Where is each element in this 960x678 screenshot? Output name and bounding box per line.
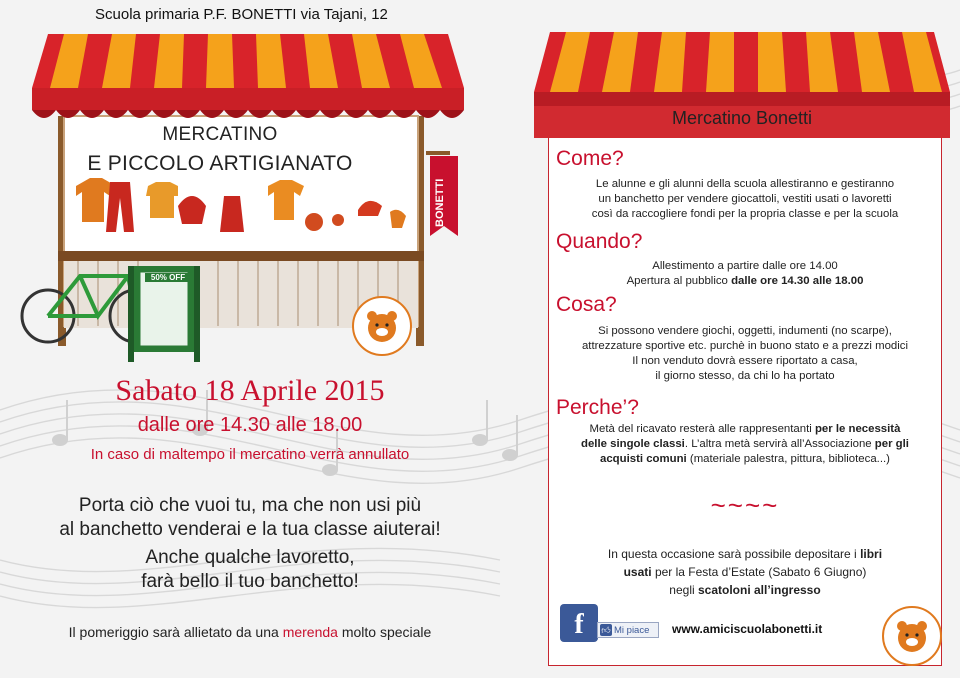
rain-note: In caso di maltempo il mercatino verrà annullato — [90, 446, 410, 463]
stall-title-line-2: E PICCOLO ARTIGIANATO — [87, 152, 353, 175]
perche-paragraph: Metà del ricavato resterà alle rappresentanti per le necessità delle singole classi. L’altra metà servirà all’Associazione per gli acquisti comuni (materiale palestra, pittura, biblioteca...) — [581, 423, 909, 465]
event-time: dalle ore 14.30 alle 18.00 — [137, 414, 363, 436]
thumbs-up-icon: 👍︎ — [601, 625, 611, 635]
bonetti-banner: BONETTI — [434, 178, 446, 228]
teddy-bear-logo-icon — [882, 606, 942, 666]
occasion-paragraph: In questa occasione sarà possibile depositare i libri usati per la Festa d’Estate (Sabato 6 Giugno) negli scatoloni all’ingresso — [607, 547, 883, 597]
like-button[interactable] — [597, 622, 659, 638]
card-title: Mercatino Bonetti — [671, 108, 813, 128]
sale-sign: 50% OFF — [145, 273, 191, 282]
teddy-bear-logo-icon — [352, 296, 412, 356]
stall-title-line-1: MERCATINO — [162, 124, 278, 145]
come-paragraph: Le alunne e gli alunni della scuola allestiranno e gestiranno un banchetto per vendere giocattoli, vestiti usati o lavoretti così da raccogliere fondi per la propria classe e per la scuola — [591, 178, 899, 220]
facebook-icon[interactable]: f — [560, 604, 598, 642]
website-link[interactable]: www.amiciscuolabonetti.it — [672, 622, 823, 636]
slogan-line-3: Anche qualche lavoretto, — [145, 547, 355, 568]
heading-cosa: Cosa? — [556, 293, 617, 316]
cosa-paragraph: Si possono vendere giochi, oggetti, indumenti (no scarpe), attrezzature sportive etc. purchè in buono stato e a prezzi modici Il non venduto dovrà essere riportato a casa, il giorno stesso, da chi lo ha portato — [581, 325, 909, 382]
heading-come: Come? — [556, 147, 624, 170]
slogan-line-4: farà bello il tuo banchetto! — [141, 571, 359, 592]
slogan-line-2: al banchetto venderai e la tua classe aiuterai! — [59, 519, 441, 540]
event-date: Sabato 18 Aprile 2015 — [115, 374, 385, 407]
heading-perche: Perche’? — [556, 396, 639, 419]
merenda-highlight: merenda — [282, 624, 338, 640]
afternoon-note: Il pomeriggio sarà allietato da una merenda molto speciale — [68, 624, 432, 640]
like-label: Mi piace — [614, 625, 650, 636]
heading-quando: Quando? — [556, 230, 643, 253]
school-name: Scuola primaria P.F. BONETTI via Tajani, 12 — [95, 6, 388, 23]
quando-paragraph: Allestimento a partire dalle ore 14.00 Apertura al pubblico dalle ore 14.30 alle 18.00 — [626, 260, 864, 287]
tilde-divider: ~~~~ — [710, 490, 780, 520]
slogan-line-1: Porta ciò che vuoi tu, ma che non usi più — [78, 495, 422, 516]
